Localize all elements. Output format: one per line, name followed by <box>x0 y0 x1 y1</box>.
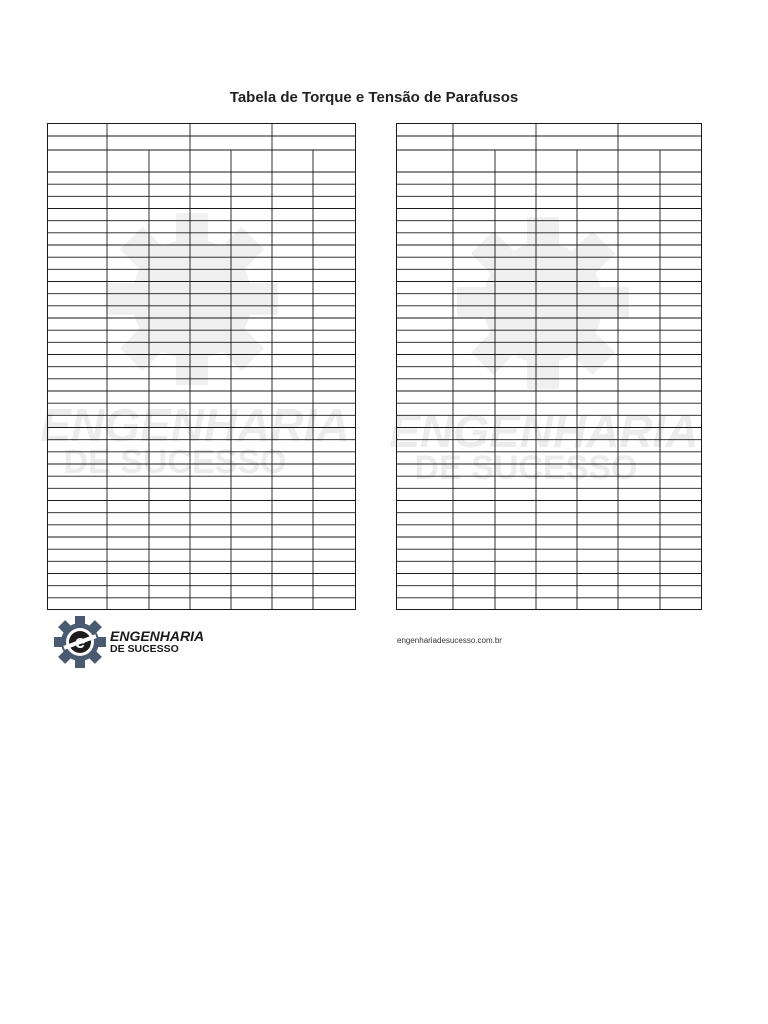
footer-url: engenhariadesucesso.com.br <box>397 636 502 645</box>
logo-line1: ENGENHARIA <box>110 628 205 644</box>
table-grid-right <box>396 123 702 610</box>
logo-gear-icon <box>54 616 106 668</box>
watermark-line2: DE SUCESSO <box>63 443 287 481</box>
brand-logo <box>54 616 205 670</box>
table-grid-left <box>47 123 356 610</box>
watermark-line1: ENGENHARIA <box>40 399 350 451</box>
logo-letter: e <box>74 632 86 652</box>
watermark-line2: DE SUCESSO <box>414 449 638 487</box>
watermark-line1: ENGENHARIA <box>389 405 699 457</box>
torque-table-right <box>389 123 702 610</box>
torque-table-left <box>40 123 356 610</box>
logo-line2: DE SUCESSO <box>110 643 179 655</box>
page-title: Tabela de Torque e Tensão de Parafusos <box>229 89 519 106</box>
